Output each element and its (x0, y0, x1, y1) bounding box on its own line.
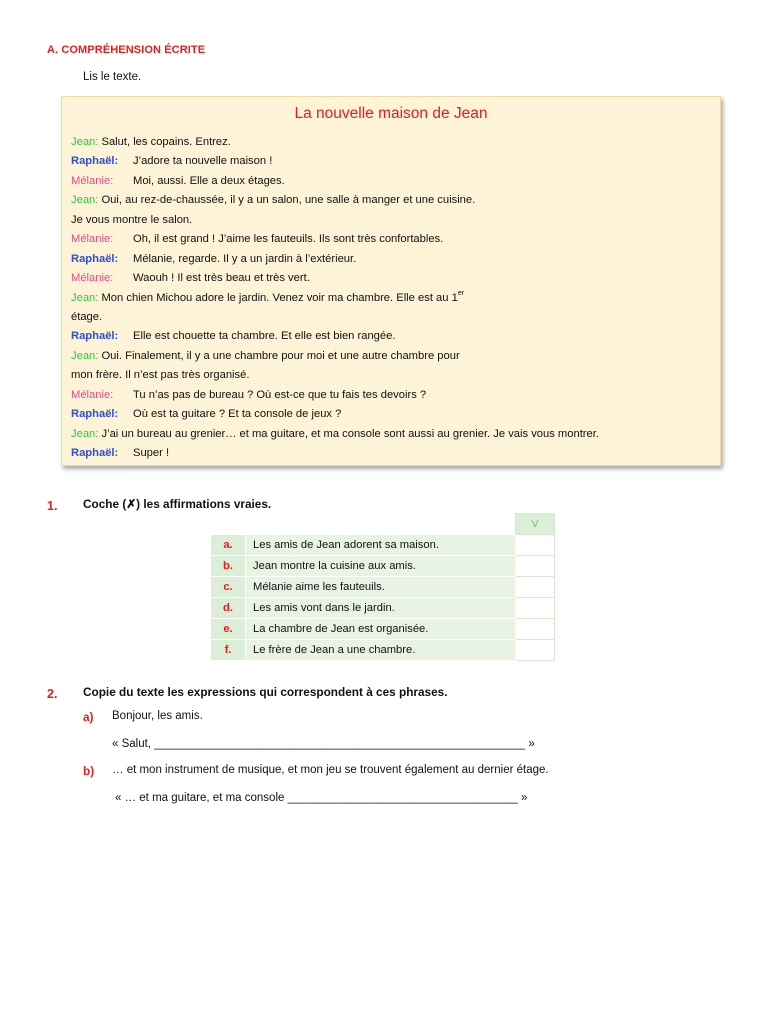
item-statement: Mélanie aime les fauteuils. (246, 577, 516, 598)
true-checkbox-cell[interactable] (516, 598, 555, 619)
dialogue-text: Mélanie, regarde. Il y a un jardin à l’extérieur. (133, 252, 357, 265)
dialogue-text: Salut, les copains. Entrez. (101, 136, 231, 148)
question-2b-answer-line[interactable]: « … et ma guitare, et ma console ____________________________________ » (115, 792, 528, 804)
item-statement: Les amis vont dans le jardin. (246, 598, 516, 619)
dialogue-text: Mon chien Michou adore le jardin. Venez voir ma chambre. Elle est au 1 (101, 291, 458, 304)
instruction: Lis le texte. (83, 71, 142, 83)
speaker-name: Mélanie: (71, 174, 114, 187)
item-letter: d. (211, 598, 246, 619)
section-title: A. COMPRÉHENSION ÉCRITE (47, 44, 206, 56)
speaker-name: Raphaël: (71, 330, 119, 343)
speaker-name: Mélanie: (71, 388, 114, 401)
dialogue-text: J’adore ta nouvelle maison ! (133, 155, 273, 168)
dialogue-line (71, 152, 712, 171)
question-2a-letter: a) (83, 710, 94, 724)
dialogue-text: J’ai un bureau au grenier… et ma guitare, et ma console sont aussi au grenier. Je vais vous montrer. (101, 427, 599, 440)
table-row (211, 619, 555, 640)
dialogue-text: Oui, au rez-de-chaussée, il y a un salon, une salle à manger et une cuisine. (101, 194, 476, 207)
question-2b-letter: b) (83, 764, 95, 778)
speaker-name: Raphaël: (71, 408, 119, 421)
true-checkbox-cell[interactable] (516, 577, 555, 598)
dialogue-line (71, 327, 712, 346)
true-column-header: V (516, 514, 555, 535)
speaker-name: Raphaël: (71, 252, 119, 265)
dialogue-text: Tu n’as pas de bureau ? Où est-ce que tu fais tes devoirs ? (133, 388, 427, 401)
question-2b-phrase: … et mon instrument de musique, et mon jeu se trouvent également au dernier étage. (112, 764, 549, 776)
item-letter: a. (211, 535, 246, 556)
speaker-name: Jean: (71, 194, 99, 207)
item-letter: c. (211, 577, 246, 598)
item-statement: La chambre de Jean est organisée. (246, 619, 516, 640)
dialogue-line (71, 250, 712, 269)
dialogue-line (71, 386, 712, 405)
dialogue-text: Je vous montre le salon. (71, 213, 193, 226)
dialogue-line (71, 211, 712, 230)
dialogue-title: La nouvelle maison de Jean (294, 105, 488, 122)
speaker-name: Mélanie: (71, 233, 114, 246)
true-checkbox-cell[interactable] (516, 535, 555, 556)
question-2a-answer-line[interactable]: « Salut, __________________________________________________________ » (112, 738, 535, 750)
dialogue-line (71, 191, 712, 210)
question-2a-phrase: Bonjour, les amis. (112, 710, 203, 722)
speaker-name: Mélanie: (71, 272, 114, 285)
true-checkbox-cell[interactable] (516, 640, 555, 661)
dialogue-text: Super ! (133, 447, 170, 459)
dialogue-text: Moi, aussi. Elle a deux étages. (133, 174, 285, 187)
speaker-name: Jean: (71, 427, 99, 440)
table-row (211, 535, 555, 556)
dialogue-text: Oui. Finalement, il y a une chambre pour moi et une autre chambre pour (101, 349, 460, 362)
dialogue-textbox (61, 96, 721, 466)
speaker-name: Jean: (71, 136, 99, 148)
dialogue-line (71, 425, 712, 444)
item-statement: Les amis de Jean adorent sa maison. (246, 535, 516, 556)
dialogue-line (71, 133, 712, 152)
dialogue-line (71, 444, 712, 463)
dialogue-text: étage. (71, 310, 103, 323)
table-row (211, 598, 555, 619)
dialogue-line (71, 308, 712, 327)
dialogue-line (71, 405, 712, 424)
speaker-name: Jean: (71, 291, 99, 304)
dialogue-text: Waouh ! Il est très beau et très vert. (133, 272, 310, 285)
dialogue-line (71, 230, 712, 249)
dialogue-text: Elle est chouette ta chambre. Et elle est bien rangée. (133, 330, 396, 343)
ordinal-superscript: er (457, 289, 465, 297)
table-row (211, 577, 555, 598)
question-1-text: Coche (✗) les affirmations vraies. (83, 497, 272, 511)
speaker-name: Jean: (71, 349, 99, 362)
speaker-name: Raphaël: (71, 155, 119, 168)
table-row (211, 640, 555, 661)
question-2-number: 2. (47, 687, 58, 701)
item-letter: b. (211, 556, 246, 577)
dialogue-line (71, 347, 712, 366)
dialogue-line (71, 289, 712, 308)
true-checkbox-cell[interactable] (516, 619, 555, 640)
dialogue-line (71, 269, 712, 288)
dialogue-line (71, 172, 712, 191)
dialogue-lines (71, 133, 712, 463)
question-1-number: 1. (47, 499, 58, 513)
dialogue-text: Où est ta guitare ? Et ta console de jeux ? (133, 408, 342, 421)
item-statement: Jean montre la cuisine aux amis. (246, 556, 516, 577)
question-2-text: Copie du texte les expressions qui correspondent à ces phrases. (83, 685, 448, 699)
table-row (211, 556, 555, 577)
dialogue-text: Oh, il est grand ! J’aime les fauteuils. Ils sont très confortables. (133, 233, 444, 246)
dialogue-line (71, 366, 712, 385)
item-letter: e. (211, 619, 246, 640)
dialogue-text: mon frère. Il n’est pas très organisé. (71, 369, 250, 382)
item-letter: f. (211, 640, 246, 661)
true-checkbox-cell[interactable] (516, 556, 555, 577)
item-statement: Le frère de Jean a une chambre. (246, 640, 516, 661)
true-false-table (210, 513, 555, 661)
speaker-name: Raphaël: (71, 447, 119, 459)
